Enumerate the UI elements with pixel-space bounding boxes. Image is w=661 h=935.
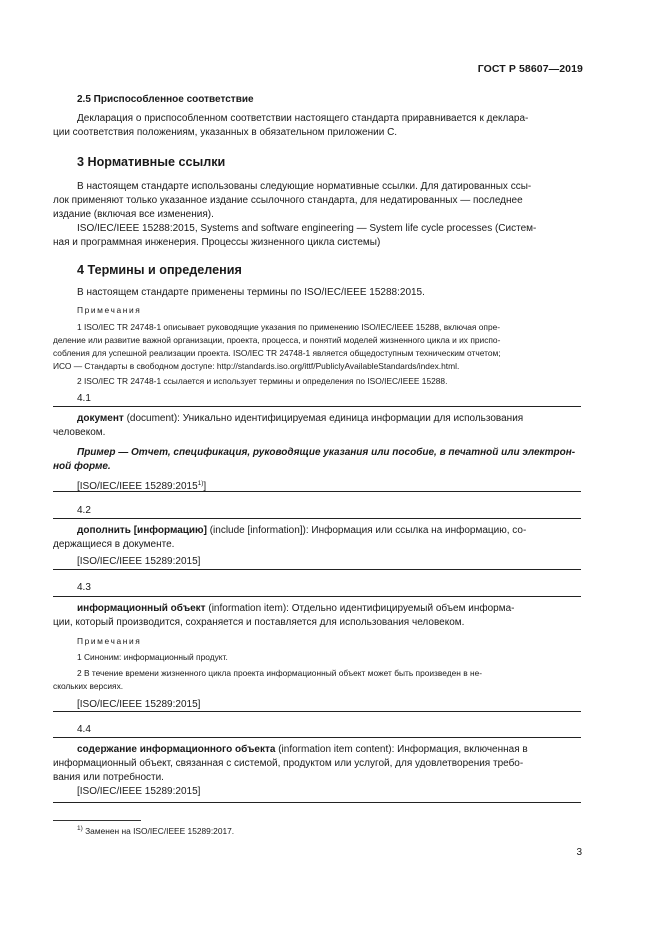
term-name: документ	[77, 413, 124, 424]
section-2-5-text	[53, 112, 582, 140]
notes-heading: Примечания	[77, 636, 142, 646]
term-name: содержание информационного объекта	[77, 744, 276, 755]
term-source: [ISO/IEC/IEEE 15289:2015]	[77, 556, 201, 567]
text-line: лок применяют только указанное издание ссылочного стандарта, для недатированных — последнее	[53, 195, 523, 206]
section-4-intro	[53, 286, 582, 300]
footnote-mark: 1)	[197, 480, 204, 487]
text-line: В настоящем стандарте использованы следующие нормативные ссылки. Для датированных ссы-	[77, 181, 532, 192]
text-line: ции соответствия положениям, указанных в обязательном приложении С.	[53, 127, 398, 138]
term-number: 4.3	[77, 582, 91, 593]
section-3-text	[53, 180, 582, 250]
source-end: ]	[203, 481, 207, 492]
standard-code: ГОСТ Р 58607—2019	[477, 63, 583, 75]
definition-text: (document): Уникально идентифицируемая единица информации для использования	[126, 413, 524, 424]
term-definition	[53, 524, 581, 538]
text-line: ная и программная инженерия. Процессы жизненного цикла системы)	[53, 237, 381, 248]
text-line: ISO/IEC/IEEE 15288:2015, Systems and software engineering — System life cycle processes (Систем-	[77, 223, 537, 234]
section-4-heading: 4 Термины и определения	[77, 263, 242, 277]
note-line: 1 ISO/IEC TR 24748-1 описывает руководящие указания по применению ISO/IEC/IEEE 15288, включая опре-	[77, 322, 501, 332]
term-box-document	[53, 406, 581, 492]
term-source	[53, 480, 581, 494]
definition-text: человеком.	[53, 427, 106, 438]
definition-text: (include [information]): Информация или ссылка на информацию, со-	[209, 525, 527, 536]
term-name: дополнить [информацию]	[77, 525, 207, 536]
section-3-heading: 3 Нормативные ссылки	[77, 155, 226, 169]
note-line: деление или развитие важной организации, проекта, процесса, и понятий моделей жизненного цикла и их приспо-	[53, 335, 501, 345]
term-note: скольких версиях.	[53, 681, 124, 691]
term-example: Пример — Отчет, спецификация, руководящие указания или пособие, в печатной или электрон-	[77, 447, 576, 458]
footnote-mark: 1)	[77, 825, 83, 832]
footnote-divider	[53, 820, 141, 821]
definition-text: (information item content): Информация, включенная в	[278, 744, 528, 755]
term-number: 4.4	[77, 724, 91, 735]
term-example: ной форме.	[53, 461, 111, 472]
section-4-notes	[53, 321, 582, 388]
definition-text: информационный объект, связанная с системой, продуктом или услугой, для удовлетворения требо-	[53, 758, 524, 769]
definition-text: держащиеся в документе.	[53, 539, 175, 550]
term-definition	[53, 602, 581, 616]
text-line: Декларация о приспособленном соответствии настоящего стандарта приравнивается к деклара-	[77, 113, 529, 124]
term-source: [ISO/IEC/IEEE 15289:2015]	[77, 699, 201, 710]
term-box-information-item-content	[53, 737, 581, 803]
text-line: В настоящем стандарте применены термины по ISO/IEC/IEEE 15288:2015.	[77, 287, 425, 298]
source-text: [ISO/IEC/IEEE 15289:2015	[77, 481, 198, 492]
term-source: [ISO/IEC/IEEE 15289:2015]	[77, 786, 201, 797]
definition-text: вания или потребности.	[53, 772, 164, 783]
text-line: издание (включая все изменения).	[53, 209, 214, 220]
notes-heading: Примечания	[77, 305, 142, 315]
term-number: 4.2	[77, 505, 91, 516]
term-note: 2 В течение времени жизненного цикла проекта информационный объект может быть произведен в не-	[77, 668, 483, 678]
footnote-text: Заменен на ISO/IEC/IEEE 15289:2017.	[85, 826, 235, 836]
note-line: собления для успешной реализации проекта. ISO/IEC TR 24748-1 является общедоступным техническим отчетом;	[53, 348, 501, 358]
footnote	[77, 826, 234, 836]
section-2-5-heading: 2.5 Приспособленное соответствие	[77, 94, 254, 105]
definition-text: ции, который производится, сохраняется и поставляется для использования человеком.	[53, 617, 465, 628]
note-line: ИСО — Стандарты в свободном доступе: http://standards.iso.org/ittf/PubliclyAvailableStandards/index.html.	[53, 361, 460, 371]
definition-text: (information item): Отдельно идентифицируемый объем информа-	[208, 603, 515, 614]
term-box-include	[53, 518, 581, 570]
term-number: 4.1	[77, 393, 91, 404]
term-name: информационный объект	[77, 603, 206, 614]
term-note: 1 Синоним: информационный продукт.	[77, 652, 228, 662]
page-number: 3	[576, 847, 582, 858]
term-box-information-item	[53, 596, 581, 712]
term-definition	[53, 412, 581, 426]
note-line: 2 ISO/IEC TR 24748-1 ссылается и использует термины и определения по ISO/IEC/IEEE 15288.	[77, 376, 448, 386]
term-definition	[53, 743, 581, 757]
